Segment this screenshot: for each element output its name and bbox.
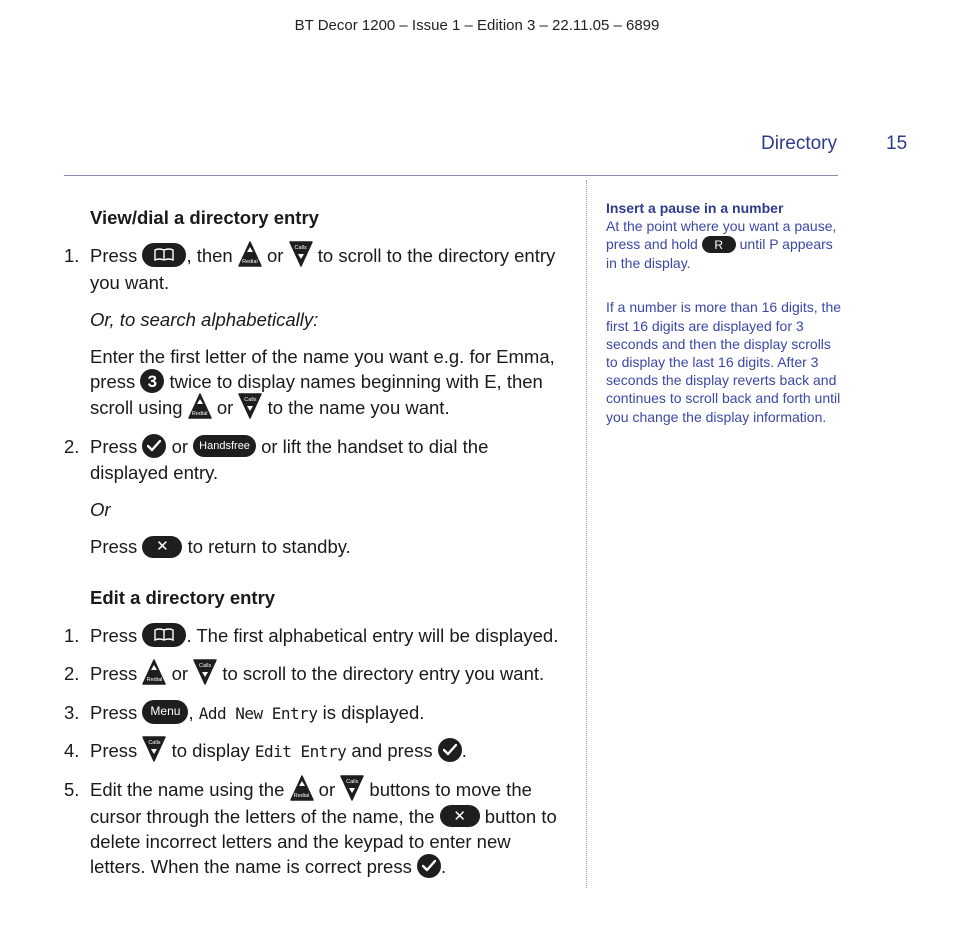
step-text: Press [90,245,138,266]
key-label: Redial [293,793,310,800]
key-label: Calls [148,739,161,746]
edit-step-2 [64,661,564,688]
step-text: Press [90,436,138,458]
view-heading: View/dial a directory entry [90,207,319,228]
key-label: Redial [191,411,208,418]
step-text: and press [351,739,433,761]
key-label: Calls [294,245,307,252]
step-text: Enter the first letter of the name you want e.g. for Emma, press [90,346,555,393]
step-text: Press [90,662,138,684]
step-text: , then [186,245,233,266]
search-intro: Or, to search alphabetically: [90,309,319,331]
step-text: . [461,739,467,761]
calls-down-icon [340,775,364,801]
step-text: or lift the handset to dial the displayed entry. [90,436,489,484]
sidebar-notes [606,199,846,426]
page-number: 15 [886,133,908,154]
directory-book-icon [142,243,186,267]
step-number: 5. [64,778,80,800]
step-number: 1. [64,624,80,646]
main-column [64,205,564,880]
key-label: Calls [346,779,359,786]
pause-note [606,217,846,272]
standby-instruction [90,534,564,559]
key-label: Redial [242,259,258,266]
or-text: Or [90,499,111,521]
step-text: to the name you want. [267,397,450,419]
directory-book-icon [142,623,186,647]
key-label: Calls [244,397,257,404]
ok-check-icon [438,738,462,762]
calls-down-icon [238,393,262,419]
step-number: 2. [64,436,80,458]
r-key-icon: R [702,236,736,253]
calls-down-icon [193,659,217,685]
note-text: At the point where you want a pause, press and hold [606,218,837,253]
step-text: Press [90,701,138,723]
step-text: or [318,778,336,800]
step-number: 1. [64,245,80,266]
handsfree-key-icon: Handsfree [193,435,256,457]
column-divider [586,180,587,888]
step-text: . The first alphabetical entry will be displayed. [186,624,559,646]
menu-key-icon: Menu [142,700,188,724]
step-number: 4. [64,739,80,761]
step-text: , [188,701,194,723]
key-label: 3 [147,371,158,391]
step-text: or [216,397,234,419]
document-header: BT Decor 1200 – Issue 1 – Edition 3 – 22.11.05 – 6899 [294,17,660,34]
ok-check-icon [142,434,166,458]
key-label: Calls [199,662,212,669]
section-title: Directory [761,133,838,154]
delete-x-icon: ✕ [142,536,182,558]
step-text: button to delete incorrect letters and the keypad to enter new letters. When the name is correct press [90,806,557,878]
step-text: is displayed. [322,701,425,723]
key-3-icon [140,369,164,393]
redial-up-icon [142,659,166,685]
digits-note: If a number is more than 16 digits, the first 16 digits are displayed for 3 seconds and then the display scrolls to display the last 16 digits. After 3 seconds the display reverts back and continues to scroll back and forth until you change the display information. [606,299,842,425]
step-text: Press [90,624,138,646]
redial-up-icon [290,775,314,801]
delete-x-icon: ✕ [440,805,480,827]
step-text: twice to display names beginning with E, then scroll using [90,371,543,419]
edit-heading: Edit a directory entry [90,586,276,608]
calls-down-icon [289,241,313,267]
step-text: or [171,436,189,458]
edit-step-4 [64,738,564,765]
step-text: buttons to move the cursor through the letters of the name, the [90,778,532,828]
step-number: 2. [64,662,80,684]
step-number: 3. [64,701,80,723]
step-text: to return to standby. [187,536,351,558]
step-text: Edit the name using the [90,778,285,800]
edit-step-5 [64,777,564,880]
edit-step-1 [64,623,564,649]
display-text: Add New Entry [198,703,318,723]
step-text: Press [90,536,138,558]
search-instructions [90,344,564,422]
step-text: or [171,662,189,684]
step-text: or [267,245,284,266]
view-step-2 [64,434,564,485]
step-text: to scroll to the directory entry you want. [222,662,545,684]
edit-step-3 [64,700,564,726]
header-rule [64,175,838,176]
step-text: Press [90,739,138,761]
redial-up-icon [238,241,262,267]
step-text: to display [171,739,250,761]
step-text: to scroll to the directory entry you want. [90,245,556,294]
step-text: . [440,856,447,878]
key-label: Redial [146,676,163,683]
calls-down-icon [142,736,166,762]
display-text: Edit Entry [254,741,347,761]
pause-note-title: Insert a pause in a number [606,200,784,216]
view-step-1 [64,243,564,295]
ok-check-icon [417,854,441,878]
note-text: until P appears in the display. [606,236,833,272]
redial-up-icon [188,393,212,419]
